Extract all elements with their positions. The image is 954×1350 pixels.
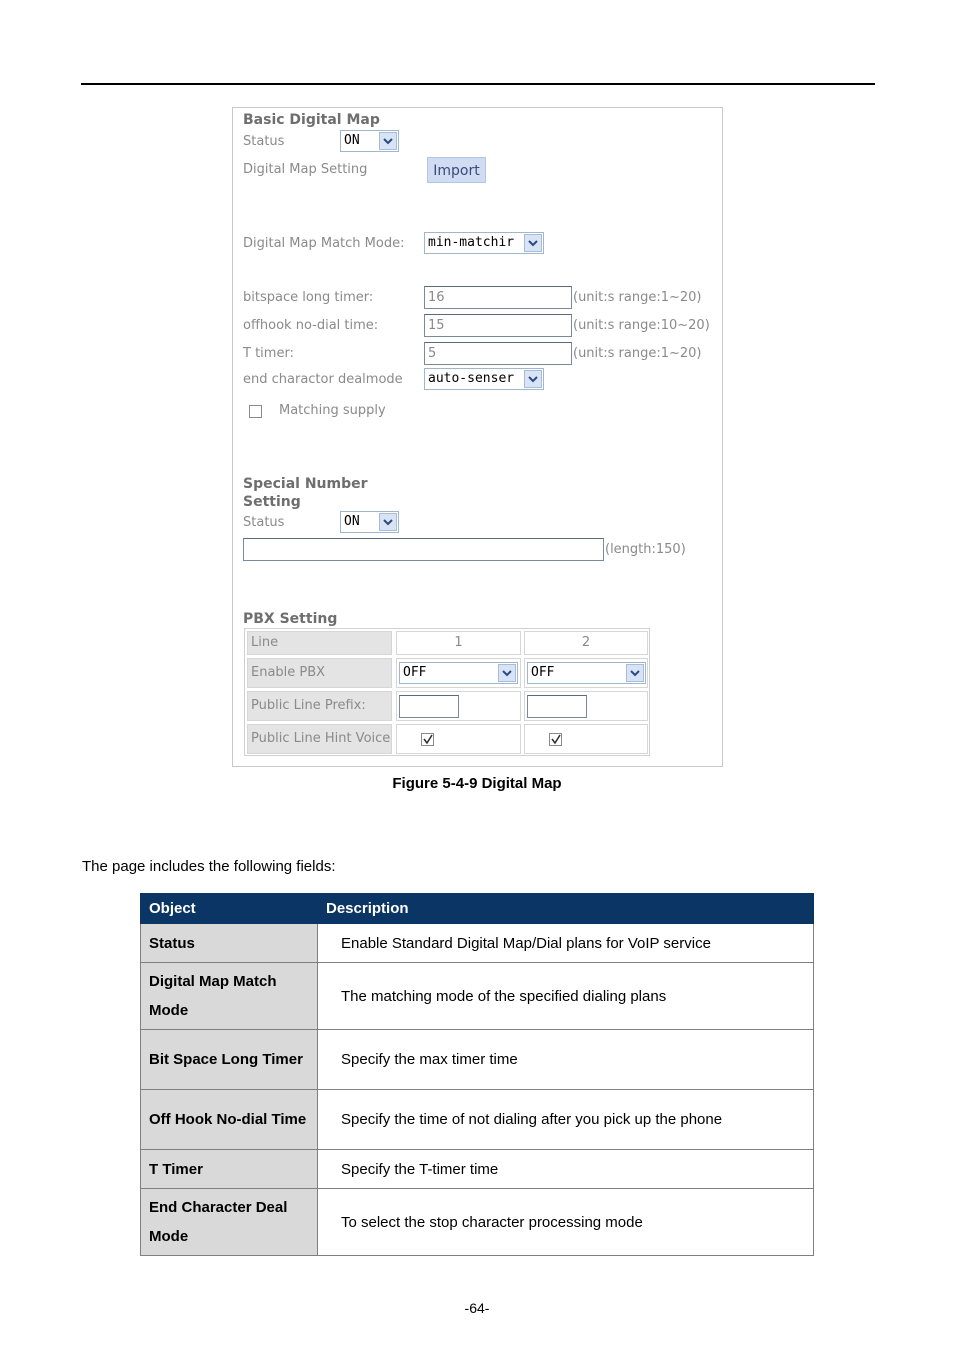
status-select[interactable]: ON: [340, 130, 399, 152]
description-cell: Specify the max timer time: [318, 1030, 814, 1090]
prefix-input-1[interactable]: [399, 695, 459, 718]
figure-caption: Figure 5-4-9 Digital Map: [392, 775, 562, 792]
table-header-row: [141, 894, 814, 924]
header-rule: [81, 83, 875, 85]
t-timer-hint: (unit:s range:1~20): [573, 346, 702, 361]
pbx-line-2: 2: [524, 631, 648, 655]
enable-pbx-label: Enable PBX: [247, 658, 392, 688]
status-label: Status: [243, 134, 285, 149]
hint-cell-2: [524, 724, 648, 754]
object-cell: Off Hook No-dial Time: [141, 1090, 318, 1150]
description-header: Description: [318, 894, 814, 924]
table-row: [141, 1030, 814, 1090]
object-cell: End Character Deal Mode: [141, 1189, 318, 1256]
enable-pbx-select-1[interactable]: OFF: [399, 662, 518, 684]
hint-cell-1: [396, 724, 521, 754]
table-row: [141, 1090, 814, 1150]
chevron-down-icon: [498, 664, 516, 682]
chevron-down-icon: [524, 234, 542, 252]
table-row: [141, 924, 814, 963]
special-number-input[interactable]: [243, 538, 604, 561]
description-cell: Specify the T-timer time: [318, 1150, 814, 1189]
prefix-cell-1: [396, 691, 521, 721]
bitspace-hint: (unit:s range:1~20): [573, 290, 702, 305]
object-cell: T Timer: [141, 1150, 318, 1189]
bitspace-label: bitspace long timer:: [243, 290, 374, 305]
object-cell: Status: [141, 924, 318, 963]
bitspace-input[interactable]: 16: [424, 286, 572, 309]
object-header: Object: [141, 894, 318, 924]
public-line-hint-label: Public Line Hint Voice: [247, 724, 392, 754]
matching-supply-label: Matching supply: [279, 403, 386, 418]
hint-voice-checkbox-2[interactable]: [549, 733, 562, 746]
length-hint: (length:150): [605, 542, 686, 557]
match-mode-select[interactable]: min-matchir: [424, 232, 544, 254]
t-timer-label: T timer:: [243, 346, 294, 361]
matching-supply-checkbox[interactable]: [249, 405, 262, 418]
pbx-setting-title: PBX Setting: [243, 611, 338, 627]
import-button[interactable]: Import: [427, 157, 486, 183]
prefix-input-2[interactable]: [527, 695, 587, 718]
checkmark-icon: [550, 734, 561, 745]
offhook-input[interactable]: 15: [424, 314, 572, 337]
hint-voice-checkbox-1[interactable]: [421, 733, 434, 746]
end-char-label: end charactor dealmode: [243, 372, 403, 387]
offhook-hint: (unit:s range:10~20): [573, 318, 710, 333]
enable-pbx-cell-1: [396, 658, 521, 688]
pbx-table: [244, 628, 650, 756]
object-cell: Bit Space Long Timer: [141, 1030, 318, 1090]
description-cell: Specify the time of not dialing after you pick up the phone: [318, 1090, 814, 1150]
special-number-title-1: Special Number: [243, 476, 368, 492]
pbx-line-label: Line: [247, 631, 392, 655]
end-char-select[interactable]: auto-senser: [424, 368, 544, 390]
chevron-down-icon: [379, 513, 397, 531]
digital-map-screenshot: [232, 107, 723, 767]
description-cell: The matching mode of the specified dialing plans: [318, 963, 814, 1030]
chevron-down-icon: [379, 132, 397, 150]
offhook-label: offhook no-dial time:: [243, 318, 379, 333]
chevron-down-icon: [524, 370, 542, 388]
intro-text: The page includes the following fields:: [82, 858, 336, 875]
chevron-down-icon: [626, 664, 644, 682]
enable-pbx-cell-2: [524, 658, 648, 688]
table-row: [141, 963, 814, 1030]
prefix-cell-2: [524, 691, 648, 721]
special-status-select[interactable]: ON: [340, 511, 399, 533]
fields-table: [140, 893, 814, 1256]
checkmark-icon: [422, 734, 433, 745]
basic-digital-map-title: Basic Digital Map: [243, 112, 380, 128]
description-cell: Enable Standard Digital Map/Dial plans for VoIP service: [318, 924, 814, 963]
pbx-line-1: 1: [396, 631, 521, 655]
t-timer-input[interactable]: 5: [424, 342, 572, 365]
object-cell: Digital Map Match Mode: [141, 963, 318, 1030]
match-mode-label: Digital Map Match Mode:: [243, 236, 405, 251]
special-status-label: Status: [243, 515, 285, 530]
digital-map-setting-label: Digital Map Setting: [243, 162, 368, 177]
page-number: -64-: [464, 1300, 490, 1316]
table-row: [141, 1150, 814, 1189]
special-number-title-2: Setting: [243, 494, 301, 510]
public-line-prefix-label: Public Line Prefix:: [247, 691, 392, 721]
table-row: [141, 1189, 814, 1256]
description-cell: To select the stop character processing mode: [318, 1189, 814, 1256]
enable-pbx-select-2[interactable]: OFF: [527, 662, 646, 684]
